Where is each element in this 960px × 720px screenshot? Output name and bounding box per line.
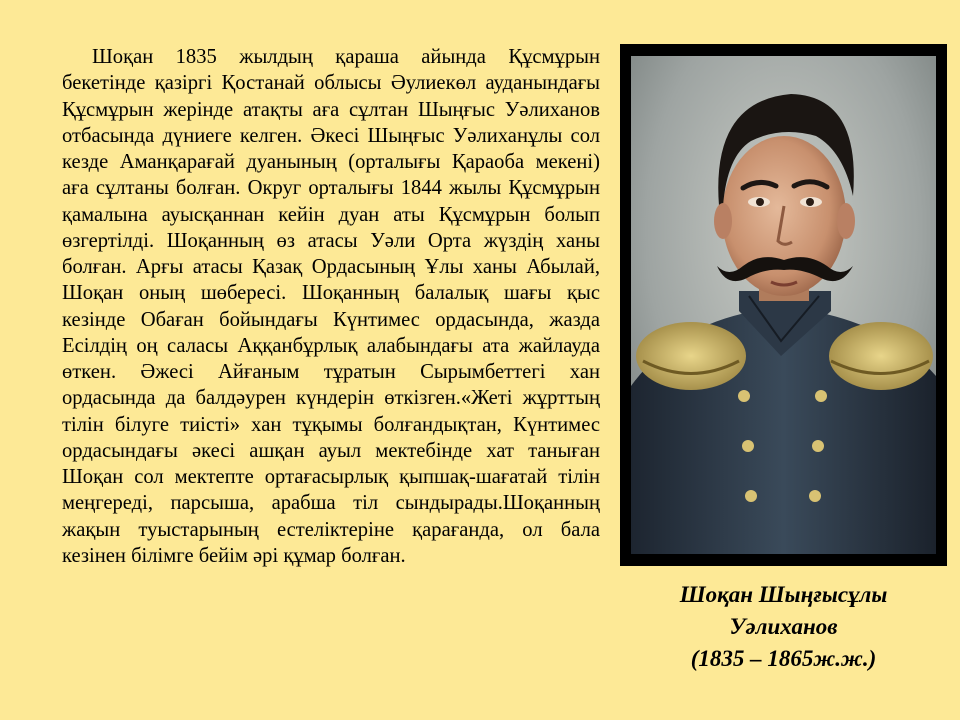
caption-surname: Уәлиханов <box>729 614 838 639</box>
portrait-image <box>631 56 936 554</box>
portrait-frame <box>620 44 947 566</box>
biography-text: Шоқан 1835 жылдың қараша айында Құсмұрын бекетінде қазіргі Қостанай облысы Әулиекөл ауданындағы Құсмұрын жерінде атақты аға сұлтан Шыңғыс Уәлиханов отбасында дүниеге келген. Әкесі Шыңғыс Уәлиханұлы сол кезде Аманқарағай дуанының (орталығы Қараоба мекені) аға сұлтаны болған. Округ орталығы 1844 жылы Құсмұрын қамалына ауысқаннан кейін дуан аты Құсмұрын болып өзгертілді. Шоқанның өз атасы Уәли Орта жүздің ханы болған. Арғы атасы Қазақ Ордасының Ұлы ханы Абылай, Шоқан оның шөбересі. Шоқанның балалық шағы қыс кезінде Обаған бойындағы Күнтимес ордасында, жазда Есілдің оң саласы Аққанбұрлық алабындағы ата жайлауда өткен. Әжесі Айғаным тұратын Сырымбеттегі хан ордасында да балдәурен күндерін өткізген.«Жеті жұрттың тілін білуге тиісті» хан тұқымы болғандықтан, Күнтимес ордасындағы әкесі ашқан ауыл мектебінде хат таныған Шоқан сол мектепте ортағасырлық қыпшақ-шағатай тілін меңгереді, парсыша, арабша тіл сындырады.Шоқанның жақын туыстарының естеліктеріне қарағанда, ол бала кезінен білімге бейім әрі құмар болған. <box>62 46 600 567</box>
caption-years: (1835 – 1865ж.ж.) <box>690 646 877 671</box>
portrait-caption <box>620 579 947 675</box>
caption-name: Шоқан Шыңғысұлы <box>679 582 888 607</box>
